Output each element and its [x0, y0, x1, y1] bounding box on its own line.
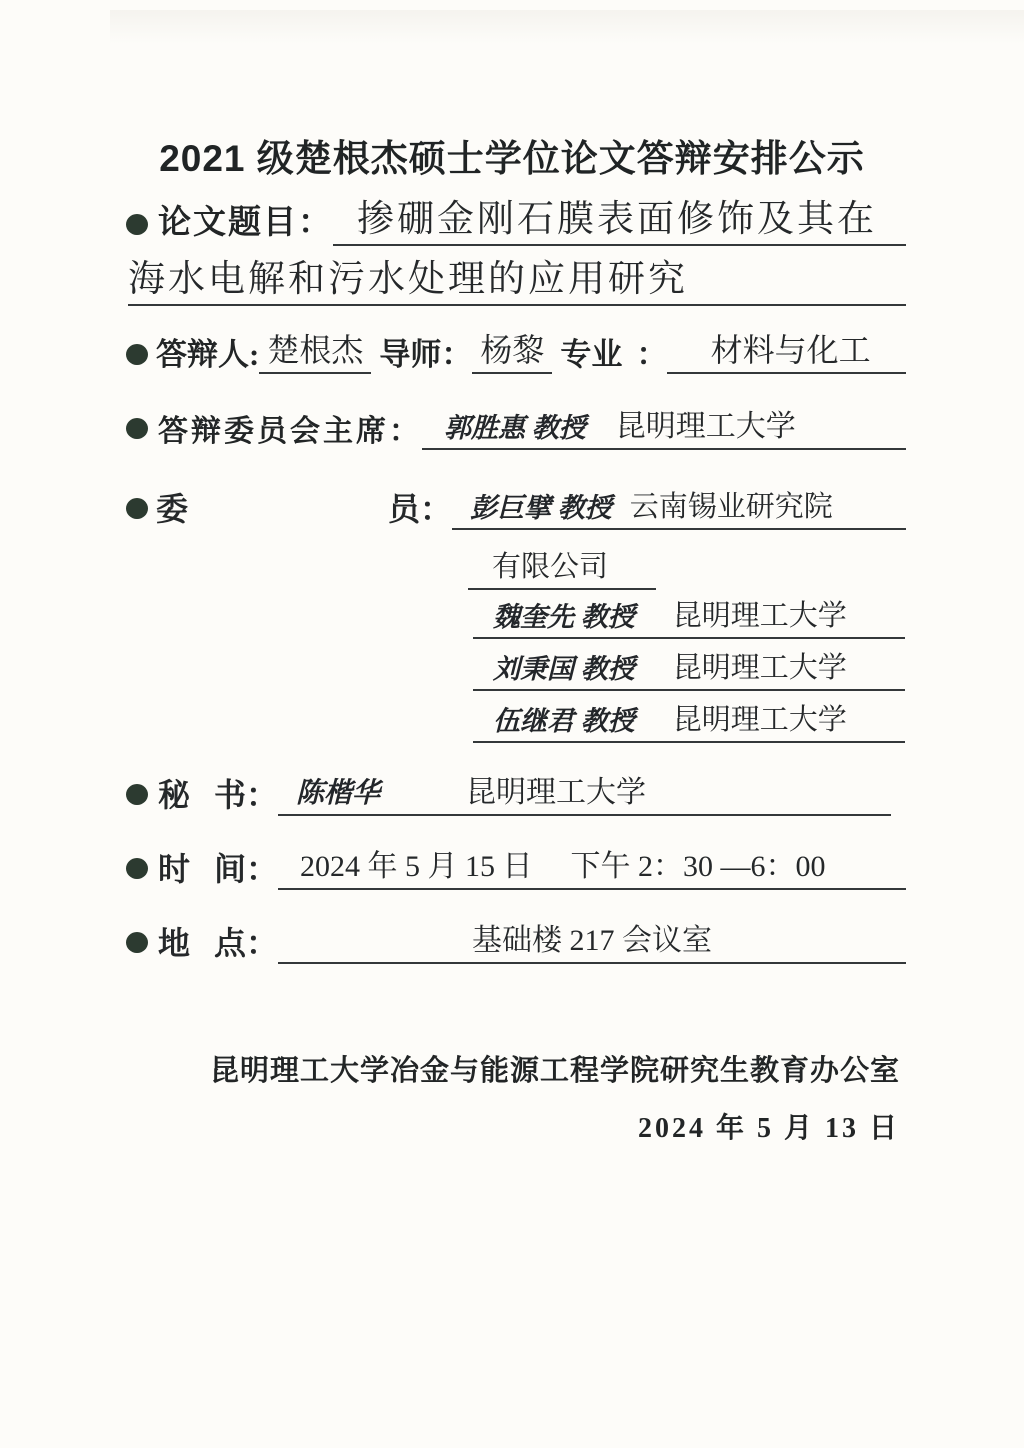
major-label: 专业: [560, 337, 623, 372]
place-label-first: 地: [158, 925, 191, 961]
thesis-title-line2: 海水电解和污水处理的应用研究: [128, 248, 906, 306]
committee-member-row: [126, 486, 906, 530]
thesis-title-label: 论文题目：: [158, 205, 333, 241]
committee-label-first: 委: [156, 491, 189, 527]
chair-affiliation: 昆明理工大学: [615, 410, 796, 443]
issuer-office: 昆明理工大学冶金与能源工程学院研究生教育办公室: [209, 1055, 900, 1087]
member-affiliation: 昆明理工大学: [672, 704, 847, 736]
major-value: 材料与化工: [667, 325, 906, 374]
bullet-icon: [126, 214, 148, 235]
bullet-icon: [126, 932, 148, 953]
time-clock: 下午 2：30 —6：00: [570, 850, 826, 883]
member-affiliation: 昆明理工大学: [672, 600, 847, 632]
defender-label: 答辩人:: [156, 337, 260, 372]
member-name: 彭巨擘 教授: [470, 493, 612, 523]
secretary-label-first: 秘: [158, 777, 191, 813]
place-row: [126, 918, 906, 964]
bullet-icon: [126, 858, 148, 879]
member-name: 刘秉国 教授: [493, 654, 635, 684]
secretary-value: [278, 767, 891, 816]
scan-artifact: [110, 10, 1024, 44]
page-title: 2021 级楚根杰硕士学位论文答辩安排公示: [159, 138, 865, 179]
bullet-icon: [126, 344, 148, 365]
committee-member-row-cont: [468, 548, 656, 590]
thesis-title-row: [126, 194, 906, 246]
defender-name: 楚根杰: [259, 325, 371, 374]
bullet-icon: [126, 498, 148, 519]
committee-member-row: [473, 701, 905, 743]
committee-member-row: [473, 649, 905, 691]
time-label-first: 时: [158, 851, 191, 887]
secretary-label-second: 书：: [213, 777, 278, 813]
member-affiliation: 云南锡业研究院: [629, 491, 833, 523]
chair-value: [422, 401, 906, 450]
time-value: [278, 841, 906, 890]
secretary-label: [158, 770, 278, 816]
member-affiliation-cont: 有限公司: [468, 544, 656, 590]
chair-label: 答辩委员会主席：: [158, 415, 422, 448]
committee-label-second: 员：: [387, 491, 452, 527]
time-date: 2024 年 5 月 15 日: [300, 850, 533, 883]
time-label: [158, 844, 278, 890]
committee-member-row: [473, 597, 905, 639]
committee-member-value: [452, 484, 906, 530]
chair-name: 郭胜惠 教授: [444, 413, 586, 443]
defender-row: [126, 330, 906, 374]
advisor-label: 导师：: [379, 337, 473, 372]
thesis-title-row-2: [128, 256, 906, 306]
major-colon: ：: [636, 337, 668, 372]
secretary-row: [126, 770, 891, 816]
time-label-second: 间：: [213, 851, 278, 887]
member-name: 魏奎先 教授: [493, 602, 635, 632]
bullet-icon: [126, 784, 148, 805]
advisor-name: 杨黎: [472, 325, 552, 374]
thesis-title-line1: 掺硼金刚石膜表面修饰及其在: [333, 188, 906, 246]
place-label-second: 点：: [213, 925, 278, 961]
bullet-icon: [126, 418, 148, 439]
secretary-affiliation: 昆明理工大学: [466, 776, 647, 809]
time-row: [126, 844, 906, 890]
committee-member-value: [473, 645, 905, 691]
member-name: 伍继君 教授: [493, 706, 635, 736]
member-affiliation: 昆明理工大学: [672, 652, 847, 684]
place-label: [158, 918, 278, 964]
committee-member-value: [473, 697, 905, 743]
committee-member-value: [473, 593, 905, 639]
chair-row: [126, 406, 906, 450]
secretary-name: 陈楷华: [296, 778, 381, 809]
committee-label: [156, 484, 452, 530]
place-value: 基础楼 217 会议室: [278, 915, 906, 964]
issue-date: 2024 年 5 月 13 日: [637, 1113, 900, 1144]
